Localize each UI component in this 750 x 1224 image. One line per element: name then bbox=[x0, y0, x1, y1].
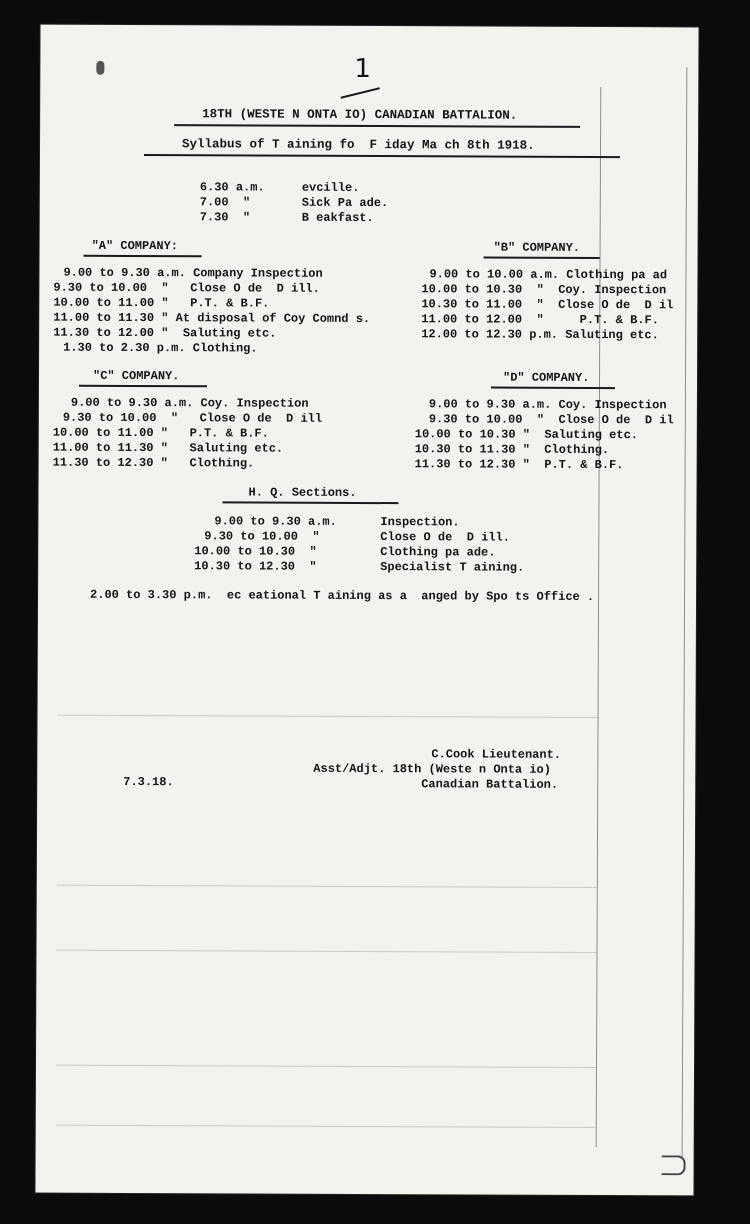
company-b-row: 10.30 to 11.00 " Close O de D il bbox=[421, 297, 674, 313]
recreational-training: 2.00 to 3.30 p.m. ec eational T aining as a anged by Spo ts Office . bbox=[90, 587, 595, 604]
paper-clip-mark bbox=[662, 1155, 686, 1175]
hq-row-time: 10.00 to 10.30 " bbox=[194, 544, 317, 559]
hq-row-event: Clothing pa ade. bbox=[380, 545, 496, 560]
company-c-underline bbox=[79, 385, 207, 388]
daily-time: 7.00 " bbox=[199, 195, 251, 210]
company-d-row: 10.30 to 11.30 " Clothing. bbox=[414, 442, 610, 458]
company-d-title: "D" COMPANY. bbox=[502, 370, 590, 385]
form-rule-line bbox=[56, 1065, 596, 1068]
company-c-row: 11.30 to 12.30 " Clothing. bbox=[52, 455, 255, 471]
signature-title: Asst/Adjt. 18th (Weste n Onta io) bbox=[313, 761, 551, 777]
hq-row-event: Close O de D ill. bbox=[380, 530, 510, 545]
hq-row-time: 9.30 to 10.00 " bbox=[204, 529, 320, 544]
form-border-line bbox=[682, 67, 688, 1157]
form-border-line bbox=[596, 87, 602, 1147]
page-mark-underline bbox=[341, 87, 380, 98]
battalion-heading: 18TH (WESTE N ONTA IO) CANADIAN BATTALION. bbox=[202, 107, 518, 123]
company-b-row: 11.00 to 12.00 " P.T. & B.F. bbox=[421, 312, 659, 328]
daily-event: B eakfast. bbox=[301, 210, 374, 226]
company-d-row: 9.30 to 10.00 " Close O de D il bbox=[428, 412, 674, 428]
hq-row-event: Specialist T aining. bbox=[380, 560, 525, 575]
company-b-title: "B" COMPANY. bbox=[493, 240, 581, 255]
form-rule-line bbox=[58, 715, 598, 718]
hq-sections-title: H. Q. Sections. bbox=[248, 485, 357, 500]
daily-event: Sick Pa ade. bbox=[301, 195, 389, 211]
signature-unit: Canadian Battalion. bbox=[421, 777, 559, 792]
form-rule-line bbox=[56, 1125, 596, 1128]
company-b-row: 10.00 to 10.30 " Coy. Inspection bbox=[421, 282, 667, 298]
document-page bbox=[35, 25, 698, 1196]
signature-name: C.Cook Lieutenant. bbox=[431, 747, 562, 762]
company-c-row: 9.30 to 10.00 " Close O de D ill bbox=[62, 410, 323, 426]
daily-time: 7.30 " bbox=[199, 210, 251, 225]
hq-row-time: 10.30 to 12.30 " bbox=[194, 559, 317, 574]
document-date: 7.3.18. bbox=[123, 774, 174, 790]
daily-time: 6.30 a.m. bbox=[199, 180, 265, 195]
syllabus-underline bbox=[144, 154, 620, 158]
company-c-row: 11.00 to 11.30 " Saluting etc. bbox=[52, 440, 284, 456]
company-d-row: 9.00 to 9.30 a.m. Coy. Inspection bbox=[428, 397, 667, 413]
company-b-underline bbox=[484, 257, 600, 260]
company-b-row: 9.00 to 10.00 a.m. Clothing pa ad bbox=[429, 267, 668, 283]
company-a-row: 11.30 to 12.00 " Saluting etc. bbox=[53, 325, 277, 341]
form-rule-line bbox=[57, 885, 597, 888]
company-d-row: 11.30 to 12.30 " P.T. & B.F. bbox=[414, 457, 624, 473]
hq-row-time: 9.00 to 9.30 a.m. bbox=[214, 514, 337, 529]
hq-sections-underline bbox=[222, 501, 398, 504]
company-c-row: 10.00 to 11.00 " P.T. & B.F. bbox=[52, 425, 269, 441]
syllabus-heading: Syllabus of T aining fo F iday Ma ch 8th 1918. bbox=[182, 137, 535, 153]
hq-row-event: Inspection. bbox=[380, 515, 460, 530]
company-c-row: 9.00 to 9.30 a.m. Coy. Inspection bbox=[70, 395, 309, 411]
company-d-underline bbox=[491, 387, 615, 390]
company-a-row: 10.00 to 11.00 " P.T. & B.F. bbox=[53, 295, 270, 311]
company-b-row: 12.00 to 12.30 p.m. Saluting etc. bbox=[421, 327, 659, 343]
punch-hole-icon bbox=[96, 61, 104, 75]
company-a-row: 1.30 to 2.30 p.m. Clothing. bbox=[63, 340, 258, 356]
company-a-row: 11.00 to 11.30 " At disposal of Coy Comnd s. bbox=[53, 310, 371, 327]
company-d-row: 10.00 to 10.30 " Saluting etc. bbox=[414, 427, 639, 443]
company-a-title: "A" COMPANY: bbox=[91, 238, 179, 254]
form-rule-line bbox=[57, 950, 597, 953]
company-c-title: "C" COMPANY. bbox=[92, 368, 180, 384]
heading-underline bbox=[174, 124, 580, 128]
company-a-row: 9.00 to 9.30 a.m. Company Inspection bbox=[63, 265, 323, 281]
company-a-row: 9.30 to 10.00 " Close O de D ill. bbox=[53, 280, 320, 296]
company-a-underline bbox=[84, 255, 202, 258]
daily-event: evcille. bbox=[301, 180, 360, 195]
page-number-mark: 1 bbox=[354, 53, 371, 85]
